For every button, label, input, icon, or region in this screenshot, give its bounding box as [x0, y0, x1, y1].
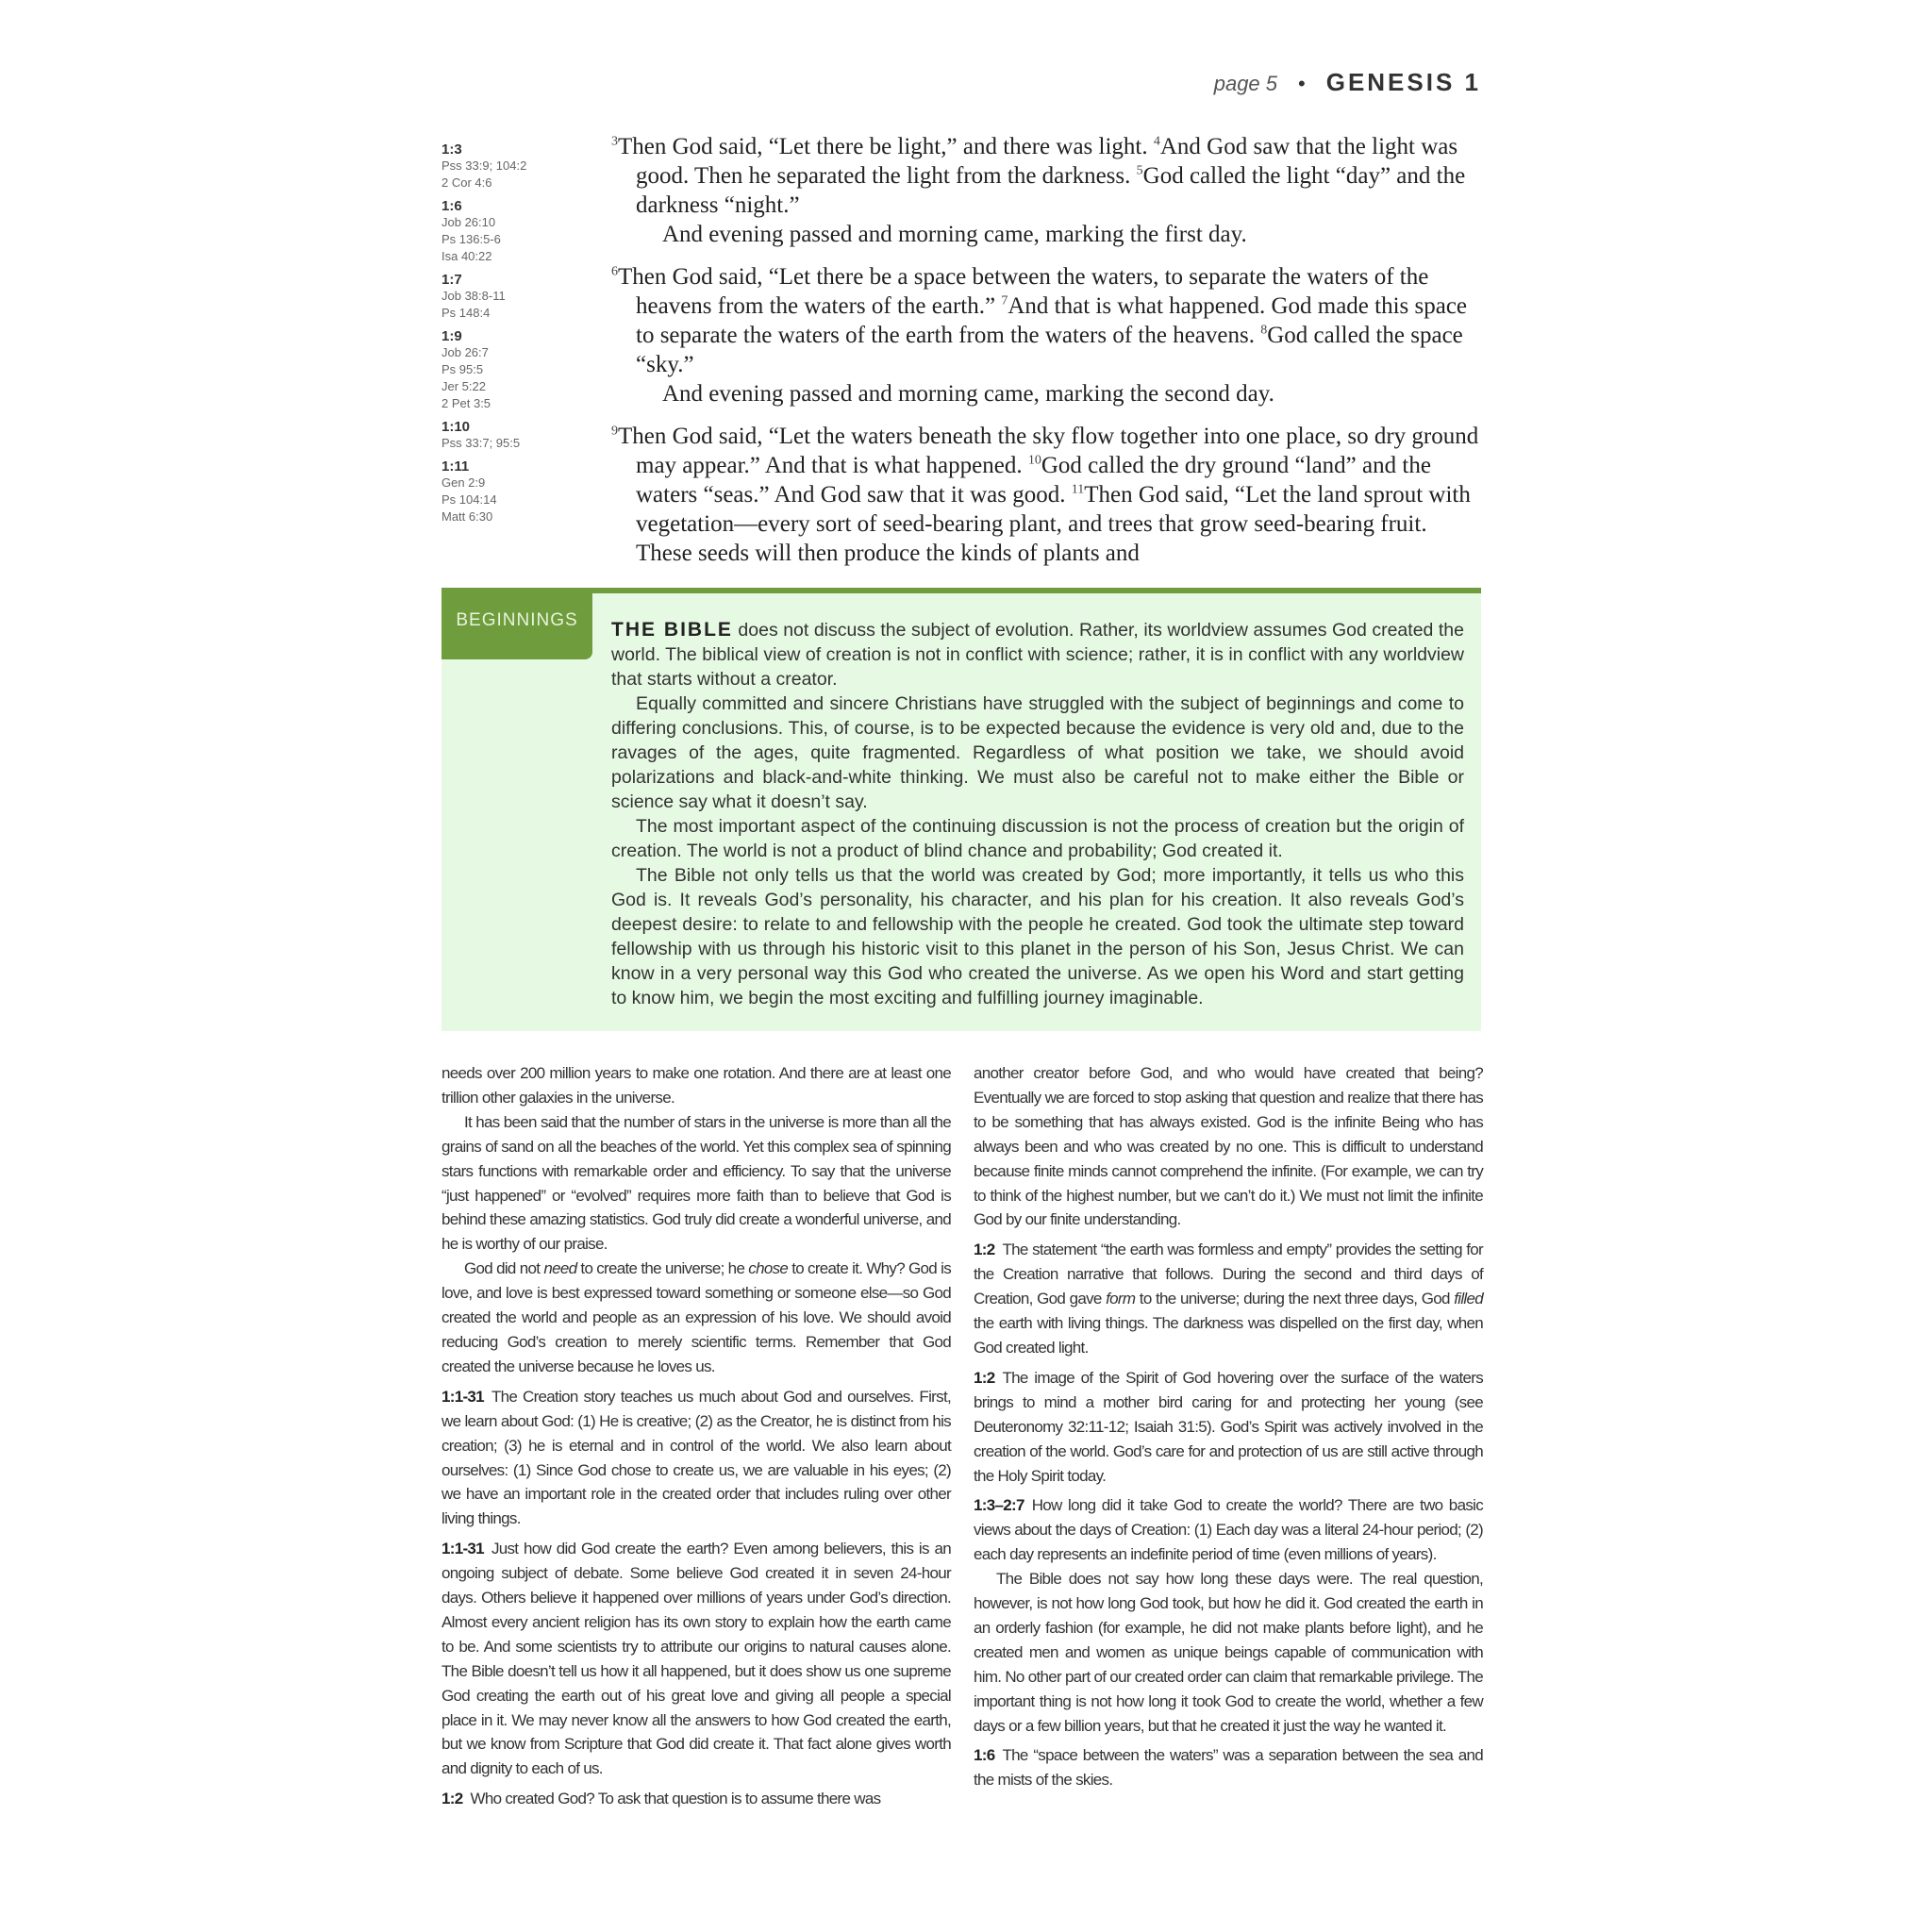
note-paragraph — [441, 1787, 951, 1811]
verse-text: God called the dry ground “land” and the waters “seas.” And God saw that it was good. — [636, 453, 1431, 508]
note-text: How long did it take God to create the world? There are two basic views about the days of Creation: (1) Each day was a literal 24-hour period; (2) each day represents an indefinite period of time (even millions of years). — [974, 1496, 1483, 1564]
note-paragraph — [441, 1257, 951, 1379]
running-head — [1038, 68, 1481, 97]
sidebar-lead-in: THE BIBLE — [611, 619, 733, 641]
sidebar-paragraph: The most important aspect of the continuing discussion is not the process of creation but the origin of creation. The world is not a product of blind chance and probability; God created it. — [611, 816, 1464, 861]
study-note — [974, 1493, 1483, 1738]
note-paragraph: another creator before God, and who would have created that being? Eventually we are forced to stop asking that question and realize that there has to be something that has always existed. God is the infinite Being who has always been and who was created by no one. This is difficult to understand because finite minds cannot comprehend the infinite. (For example, we can try to think of the highest number, but we can’t do it.) We must not limit the infinite God by our finite understanding. — [974, 1064, 1483, 1229]
cross-ref-line: 2 Cor 4:6 — [441, 175, 492, 190]
cross-ref-line: Job 38:8-11 — [441, 289, 506, 303]
verse-text: And that is what happened. God made this space to separate the waters of the earth from the waters of the heavens. — [636, 293, 1468, 348]
note-text: Just how did God create the earth? Even among believers, this is an ongoing subject of debate. Some believe God created it in seven 24-hour days. Others believe it happened over millions of years under God’s direction. Almost every ancient religion has its own story to explain how the earth came to be. And some scientists try to attribute our origins to natural causes alone. The Bible doesn’t tell us how it all happened, but it does show us one supreme God creating the earth out of his great love and giving all people a special place in it. We may never know all the answers to how God created the earth, but we know from Scripture that God did create it. That fact alone gives worth and dignity to each of us. — [441, 1540, 951, 1778]
note-text: The image of the Spirit of God hovering over the surface of the waters brings to mind a mother bird caring for and protecting her young (see Deuteronomy 32:11-12; Isaiah 31:5). God’s Spirit was actively involved in the creation of the world. God’s care for and protection of us are still active through the Holy Spirit today. — [974, 1368, 1483, 1485]
note-text: The “space between the waters” was a separation between the sea and the mists of the skies. — [974, 1746, 1483, 1790]
cross-ref-line: Matt 6:30 — [441, 509, 493, 524]
verse-number: 3 — [611, 134, 618, 149]
cross-ref-1-10 — [441, 419, 592, 452]
cross-ref-verse: 1:6 — [441, 198, 462, 214]
note-verse-ref: 1:2 — [974, 1241, 995, 1259]
note-paragraph: The Bible does not say how long these days were. The real question, however, is not how long God took, but how he did it. God created the earth in an orderly fashion (for example, he did not make plants before light), and he created men and women as unique beings capable of communication with him. No other part of our created order can claim that remarkable privilege. The important thing is not how long it took God to create the world, whether a few days or a few billion years, but that he created it just the way he wanted it. — [974, 1570, 1483, 1735]
verse-number: 6 — [611, 264, 618, 279]
note-paragraph — [441, 1537, 951, 1781]
cross-ref-1-9 — [441, 328, 592, 412]
sidebar-tab-label: BEGINNINGS — [441, 593, 592, 659]
sidebar-paragraph: The Bible not only tells us that the world was created by God; more importantly, it tells us who this God is. It reveals God’s personality, his character, and his plan for his creation. It also reveals God’s deepest desire: to relate to and fellowship with the people he created. God took the ultimate step toward fellowship with us through his historic visit to this planet in the person of his Son, Jesus Christ. We can know in a very personal way this God who created the universe. As we open his Word and start getting to know him, we begin the most exciting and fulfilling journey imaginable. — [611, 865, 1464, 1008]
scripture-text — [611, 132, 1481, 581]
note-emphasis: filled — [1454, 1290, 1483, 1308]
study-note — [441, 1537, 951, 1781]
verse-number: 4 — [1153, 134, 1160, 149]
verse-text: God called the light “day” and the darkness “night.” — [636, 163, 1466, 218]
verse-number: 11 — [1071, 482, 1085, 497]
cross-ref-1-6 — [441, 198, 592, 265]
note-text: God did not — [464, 1259, 544, 1278]
note-text: The Creation story teaches us much about God and ourselves. First, we learn about God: (1) He is creative; (2) as the Creator, he is distinct from his creation; (3) he is eternal and in control of the world. We also learn about ourselves: (1) Since God chose to create us, we are valuable in his eyes; (2) we have an important role in the created order that includes ruling over other living things. — [441, 1387, 951, 1528]
note-text: the earth with living things. The darkness was dispelled on the first day, when God created light. — [974, 1314, 1483, 1357]
cross-ref-line: Job 26:7 — [441, 345, 489, 359]
study-note — [441, 1787, 951, 1811]
verse-text: Then God said, “Let there be a space between the waters, to separate the waters of the heavens from the waters of the earth.” — [618, 264, 1429, 319]
note-verse-ref: 1:2 — [974, 1368, 995, 1387]
verse-number: 10 — [1027, 453, 1041, 468]
sidebar-paragraph: Equally committed and sincere Christians have struggled with the subject of beginnings and come to differing conclusions. This, of course, is to be expected because the evidence is very old and, due to the ravages of the ages, quite fragmented. Regardless of what position we take, we should avoid polarizations and black-and-white thinking. We must also be careful not to make either the Bible or science say what it doesn’t say. — [611, 693, 1464, 812]
cross-ref-line: Gen 2:9 — [441, 475, 486, 490]
note-verse-ref: 1:6 — [974, 1746, 995, 1765]
day-ending-line: And evening passed and morning came, marking the second day. — [662, 381, 1274, 407]
cross-ref-line: 2 Pet 3:5 — [441, 396, 491, 410]
cross-ref-line: Isa 40:22 — [441, 249, 492, 263]
note-text: to create it. Why? God is love, and love is best expressed toward something or someone else—so God created the world and people as an expression of his love. We should avoid reducing God’s creation to merely scientific terms. Remember that God created the universe because he loves us. — [441, 1259, 951, 1375]
note-emphasis: form — [1106, 1290, 1136, 1308]
note-verse-ref: 1:1-31 — [441, 1387, 484, 1406]
note-paragraph: It has been said that the number of stars in the universe is more than all the grains of sand on all the beaches of the world. Yet this complex sea of spinning stars functions with remarkable order and efficiency. To say that the universe “just happened” or “evolved” requires more faith than to believe that God is behind these amazing statistics. God truly did create a wonderful universe, and he is worthy of our praise. — [441, 1112, 951, 1254]
cross-ref-line: Pss 33:9; 104:2 — [441, 158, 527, 173]
verse-text: Then God said, “Let there be light,” and there was light. — [618, 134, 1154, 159]
note-emphasis: need — [543, 1259, 577, 1278]
beginnings-sidebar-box — [441, 588, 1481, 1031]
note-paragraph — [974, 1366, 1483, 1489]
day-ending-line: And evening passed and morning came, marking the first day. — [662, 222, 1247, 247]
study-note — [974, 1238, 1483, 1360]
cross-ref-verse: 1:3 — [441, 142, 462, 158]
note-text: The statement “the earth was formless and empty” provides the setting for the Creation narrative that follows. During the second and third days of Creation, God gave — [974, 1241, 1483, 1308]
cross-ref-line: Ps 136:5-6 — [441, 232, 501, 246]
study-note-continuation — [441, 1061, 951, 1379]
cross-ref-line: Job 26:10 — [441, 215, 496, 229]
cross-ref-1-7 — [441, 272, 592, 322]
study-notes-column-right — [974, 1061, 1483, 1798]
sidebar-paragraph — [611, 618, 1464, 691]
scripture-paragraph — [611, 422, 1481, 568]
note-paragraph — [974, 1743, 1483, 1792]
cross-ref-line: Ps 95:5 — [441, 362, 484, 376]
cross-ref-verse: 1:10 — [441, 419, 471, 435]
note-emphasis: chose — [748, 1259, 789, 1278]
note-paragraph: needs over 200 million years to make one rotation. And there are at least one trillion other galaxies in the universe. — [441, 1064, 951, 1107]
study-note — [441, 1385, 951, 1531]
cross-ref-line: Ps 148:4 — [441, 306, 491, 320]
header-separator: • — [1298, 72, 1306, 95]
note-paragraph — [441, 1385, 951, 1531]
verse-text: Then God said, “Let the waters beneath the sky flow together into one place, so dry ground may appear.” And that is what happened. — [618, 424, 1479, 478]
cross-ref-line: Pss 33:7; 95:5 — [441, 436, 521, 450]
scripture-paragraph — [611, 132, 1481, 249]
study-notes-column-left — [441, 1061, 951, 1817]
verse-number: 7 — [1001, 293, 1008, 308]
study-note — [974, 1366, 1483, 1489]
cross-ref-1-11 — [441, 458, 592, 525]
note-verse-ref: 1:3–2:7 — [974, 1496, 1024, 1515]
note-paragraph — [974, 1238, 1483, 1360]
verse-text: And God saw that the light was good. Then he separated the light from the darkness. — [636, 134, 1458, 189]
verse-number: 9 — [611, 424, 618, 439]
page-number: page 5 — [1213, 72, 1278, 95]
cross-ref-line: Jer 5:22 — [441, 379, 486, 393]
cross-ref-1-3 — [441, 142, 592, 192]
verse-text: God called the space “sky.” — [636, 323, 1463, 377]
cross-ref-verse: 1:9 — [441, 328, 462, 344]
verse-number: 5 — [1136, 163, 1143, 178]
cross-reference-column — [441, 142, 592, 532]
study-note-continuation — [974, 1061, 1483, 1232]
cross-ref-verse: 1:7 — [441, 272, 462, 288]
note-verse-ref: 1:2 — [441, 1790, 463, 1808]
note-verse-ref: 1:1-31 — [441, 1540, 484, 1558]
note-text: Who created God? To ask that question is to assume there was — [470, 1790, 881, 1808]
sidebar-body — [611, 618, 1464, 1010]
note-text: to create the universe; he — [576, 1259, 749, 1278]
note-text: to the universe; during the next three days, God — [1135, 1290, 1455, 1308]
cross-ref-verse: 1:11 — [441, 458, 470, 475]
verse-number: 8 — [1260, 323, 1268, 338]
verse-text: Then God said, “Let the land sprout with vegetation—every sort of seed-bearing plant, and trees that grow seed-bearing fruit. These seeds will then produce the kinds of plants and — [636, 482, 1471, 566]
cross-ref-line: Ps 104:14 — [441, 492, 497, 507]
book-chapter-title: GENESIS 1 — [1325, 68, 1481, 96]
scripture-paragraph — [611, 262, 1481, 408]
sidebar-text: does not discuss the subject of evolution. Rather, its worldview assumes God created the world. The biblical view of creation is not in conflict with science; rather, it is in conflict with any worldview that starts without a creator. — [611, 620, 1464, 690]
note-paragraph — [974, 1493, 1483, 1567]
study-note — [974, 1743, 1483, 1792]
